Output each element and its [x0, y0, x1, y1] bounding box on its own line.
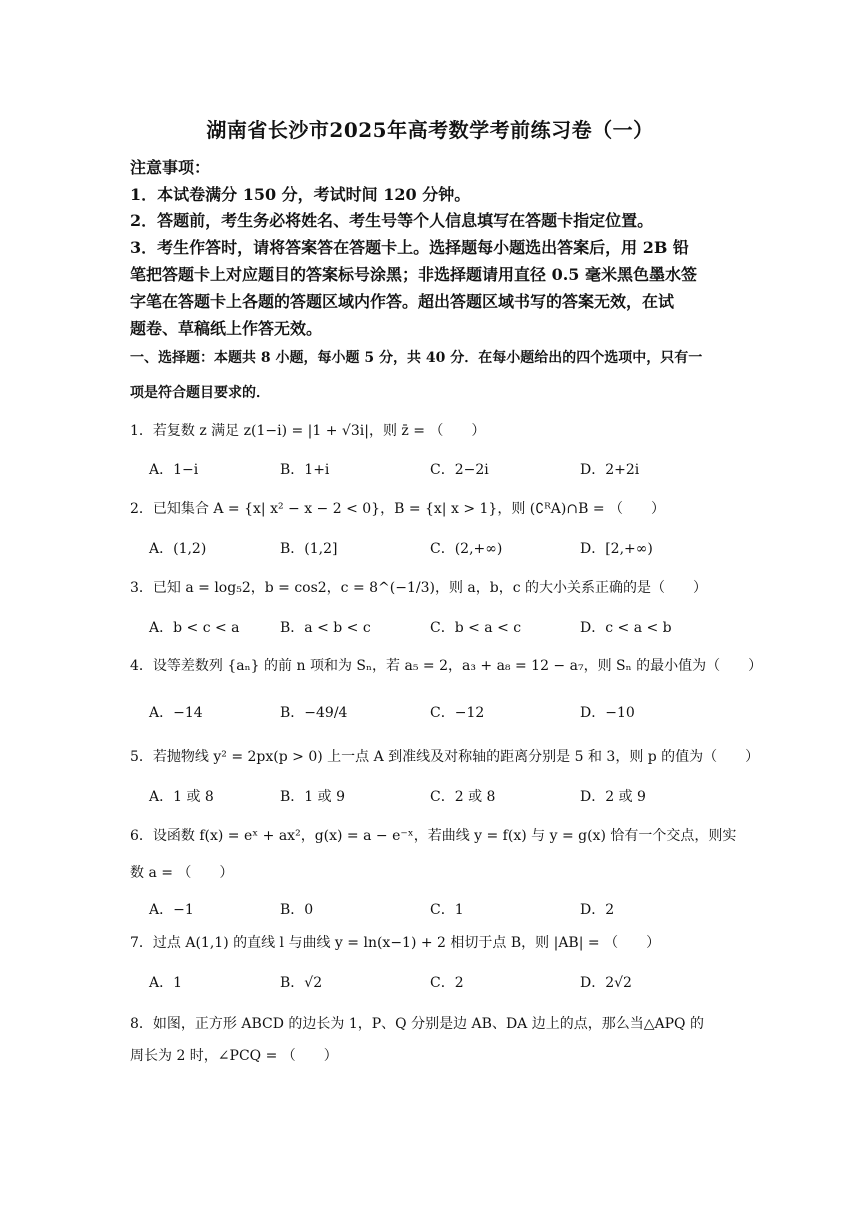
option-d[interactable]: D．2+2i [580, 462, 640, 478]
question-8-stem: 8．如图，正方形 ABCD 的边长为 1，P、Q 分别是边 AB、DA 边上的点，那么当△APQ 的 [130, 1016, 704, 1032]
notice-line: 字笔在答题卡上各题的答题区域内作答。超出答题区域书写的答案无效，在试 [130, 292, 675, 311]
section-heading: 一、选择题：本题共 8 小题，每小题 5 分，共 40 分．在每小题给出的四个选项中，只有一 [130, 350, 703, 366]
question-6-stem: 6．设函数 f(x) = eˣ + ax²，g(x) = a − e⁻ˣ，若曲线 y = f(x) 与 y = g(x) 恰有一个交点，则实 [130, 828, 737, 844]
question-7-stem: 7．过点 A(1,1) 的直线 l 与曲线 y = ln(x−1) + 2 相切于点 B，则 |AB| = （ ） [130, 935, 661, 951]
question-3-stem: 3．已知 a = log₅2，b = cos2，c = 8^(−1/3)，则 a，b，c 的大小关系正确的是（ ） [130, 580, 708, 596]
option-d[interactable]: D．−10 [580, 705, 635, 721]
option-b[interactable]: B．1 或 9 [280, 789, 346, 805]
option-d[interactable]: D．[2,+∞) [580, 541, 653, 557]
option-c[interactable]: C．1 [430, 902, 464, 918]
option-b[interactable]: B．0 [280, 902, 314, 918]
option-a[interactable]: A．1 [149, 975, 183, 991]
notice-line: 1．本试卷满分 150 分，考试时间 120 分钟。 [130, 185, 471, 204]
option-a[interactable]: A．(1,2) [149, 541, 207, 557]
option-b[interactable]: B．√2 [280, 975, 323, 991]
question-5-stem: 5．若抛物线 y² = 2px(p > 0) 上一点 A 到准线及对称轴的距离分别是 5 和 3，则 p 的值为（ ） [130, 749, 760, 765]
option-b[interactable]: B．1+i [280, 462, 330, 478]
question-2-stem: 2．已知集合 A = {x| x² − x − 2 < 0}，B = {x| x > 1}，则 (∁ᴿA)∩B = （ ） [130, 501, 665, 517]
option-c[interactable]: C．2 或 8 [430, 789, 496, 805]
option-d[interactable]: D．c < a < b [580, 620, 672, 636]
notice-line: 笔把答题卡上对应题目的答案标号涂黑；非选择题请用直径 0.5 毫米黑色墨水签 [130, 265, 697, 284]
notice-heading: 注意事项： [130, 158, 211, 177]
option-a[interactable]: A．1 或 8 [149, 789, 214, 805]
option-c[interactable]: C．−12 [430, 705, 485, 721]
question-8-stem-cont: 周长为 2 时，∠PCQ = （ ） [130, 1048, 338, 1064]
option-b[interactable]: B．(1,2] [280, 541, 338, 557]
option-d[interactable]: D．2√2 [580, 975, 632, 991]
option-a[interactable]: A．−14 [149, 705, 203, 721]
option-c[interactable]: C．2 [430, 975, 464, 991]
question-1-stem: 1．若复数 z 满足 z(1−i) = |1 + √3i|，则 z̄ = （ ） [130, 423, 486, 439]
option-a[interactable]: A．b < c < a [149, 620, 240, 636]
option-c[interactable]: C．b < a < c [430, 620, 522, 636]
option-c[interactable]: C．2−2i [430, 462, 489, 478]
notice-line: 2．答题前，考生务必将姓名、考生号等个人信息填写在答题卡指定位置。 [130, 211, 654, 230]
option-b[interactable]: B．a < b < c [280, 620, 371, 636]
notice-line: 题卷、草稿纸上作答无效。 [130, 319, 323, 338]
question-4-stem: 4．设等差数列 {aₙ} 的前 n 项和为 Sₙ，若 a₅ = 2，a₃ + a₈ = 12 − a₇，则 Sₙ 的最小值为（ ） [130, 658, 763, 674]
option-c[interactable]: C．(2,+∞) [430, 541, 503, 557]
option-a[interactable]: A．−1 [149, 902, 194, 918]
page-title: 湖南省长沙市2025年高考数学考前练习卷（一） [206, 118, 654, 142]
option-d[interactable]: D．2 或 9 [580, 789, 646, 805]
notice-line: 3．考生作答时，请将答案答在答题卡上。选择题每小题选出答案后，用 2B 铅 [130, 238, 689, 257]
question-6-stem-cont: 数 a = （ ） [130, 865, 234, 881]
option-d[interactable]: D．2 [580, 902, 615, 918]
section-heading-cont: 项是符合题目要求的． [130, 385, 270, 401]
option-a[interactable]: A．1−i [149, 462, 199, 478]
option-b[interactable]: B．−49/4 [280, 705, 348, 721]
